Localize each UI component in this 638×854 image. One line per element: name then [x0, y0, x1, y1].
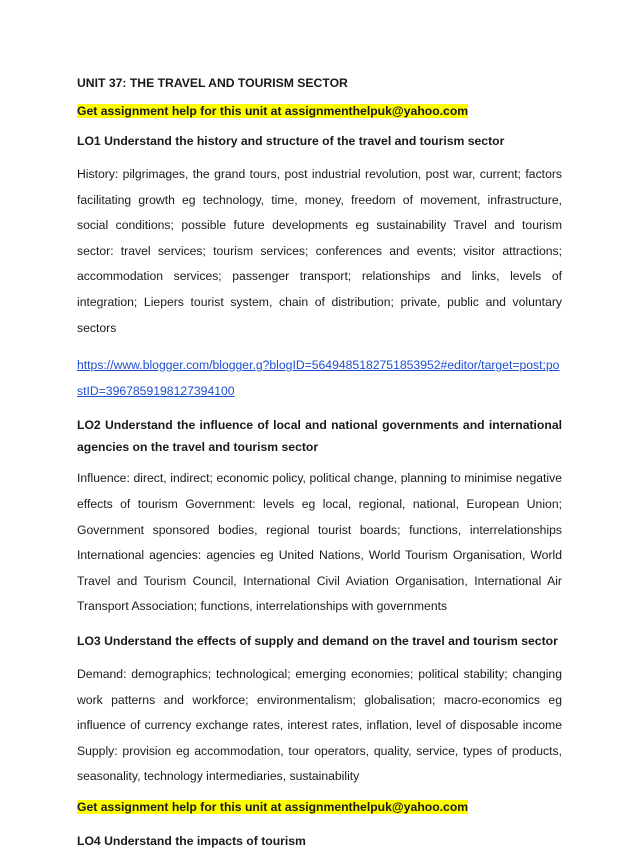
lo2-body: Influence: direct, indirect; economic policy, political change, planning to minimise negative effects of tourism Government: levels eg local, regional, national, European Union; Government sponsored bodies, regional tourist boards; functions, interrelationships International agencies: agencies eg United Nations, World Tourism Organisation, World Travel and Tourism Council, International Civil Aviation Organisation, International Air Transport Association; functions, interrelationships with governments: [77, 471, 562, 614]
assignment-help-text-2: Get assignment help for this unit at assignmenthelpuk@yahoo.com: [77, 799, 469, 814]
lo4-heading: LO4 Understand the impacts of tourism: [77, 833, 306, 848]
lo3-heading: LO3 Understand the effects of supply and demand on the travel and tourism sector: [77, 633, 558, 648]
lo2-heading: LO2 Understand the influence of local and national governments and international agencies on the travel and tourism sector: [77, 418, 562, 455]
blogger-link[interactable]: https://www.blogger.com/blogger.g?blogID=5649485182751853952#editor/target=post;postID=3967859198127394100: [77, 358, 560, 398]
lo1-heading: LO1 Understand the history and structure of the travel and tourism sector: [77, 134, 505, 148]
lo1-body: History: pilgrimages, the grand tours, post industrial revolution, post war, current; factors facilitating growth eg technology, time, money, freedom of movement, infrastructure, social conditions; possible future developments eg sustainability Travel and tourism sector: travel services; tourism services; conferences and events; visitor attractions; accommodation services; passenger transport; relationships and links, levels of integration; Liepers tourist system, chain of distribution; private, public and voluntary sectors: [77, 167, 562, 335]
assignment-help-text: Get assignment help for this unit at assignmenthelpuk@yahoo.com: [77, 104, 469, 118]
lo3-body: Demand: demographics; technological; emerging economies; political stability; changing work patterns and workforce; environmentalism; globalisation; macro-economics eg influence of currency exchange rates, interest rates, inflation, level of disposable income Supply: provision eg accommodation, tour operators, quality, service, types of products, seasonality, technology intermediaries, sustainability: [77, 666, 562, 784]
assignment-help-banner-2: [77, 798, 562, 816]
unit-title: UNIT 37: THE TRAVEL AND TOURISM SECTOR: [77, 76, 348, 90]
document-page: [77, 64, 562, 854]
assignment-help-banner: [77, 102, 562, 120]
